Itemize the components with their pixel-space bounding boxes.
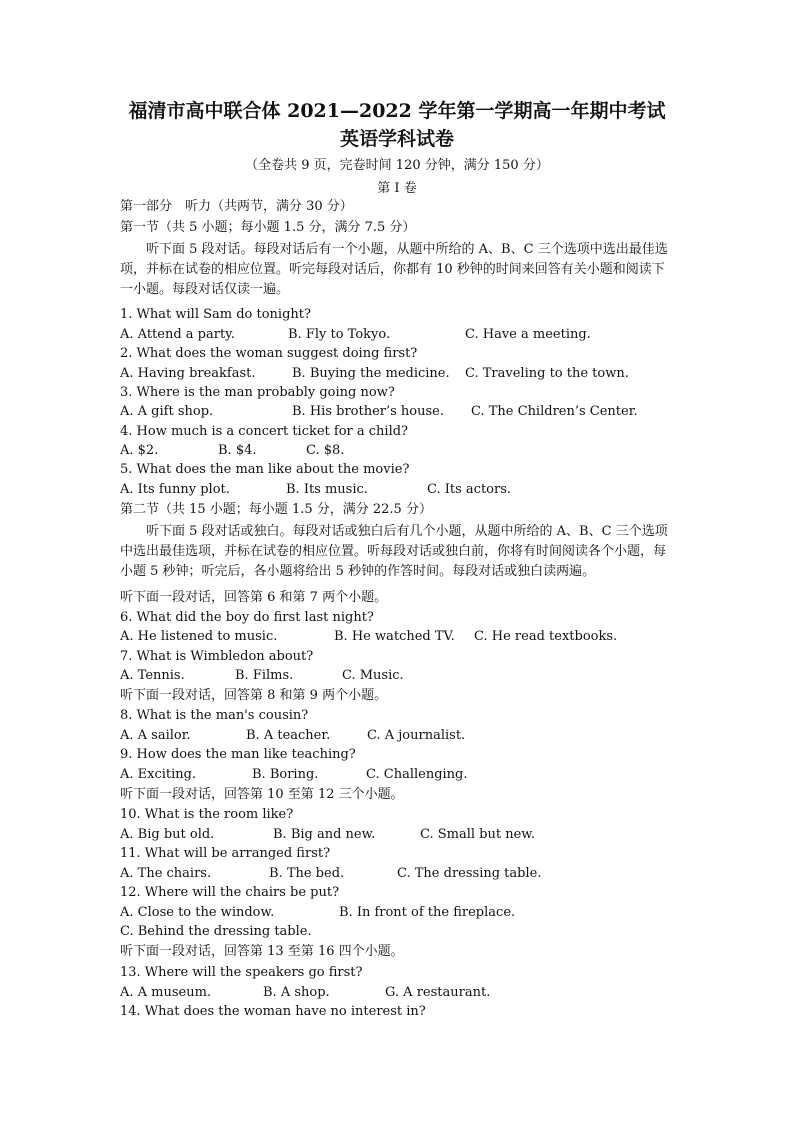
question-5: 5. What does the man like about the movie? <box>120 462 410 477</box>
q7-option-c: C. Music. <box>342 668 404 683</box>
lead-10-12: 听下面一段对话，回答第 10 至第 12 三个小题。 <box>120 787 404 802</box>
q13-option-a: A. A museum. <box>120 985 212 1000</box>
lead-13-16: 听下面一段对话，回答第 13 至第 16 四个小题。 <box>120 944 404 959</box>
question-10: 10. What is the room like? <box>120 807 294 822</box>
question-4: 4. How much is a concert ticket for a child? <box>120 424 409 439</box>
q3-option-c: C. The Children’s Center. <box>471 404 638 419</box>
q8-option-b: B. A teacher. <box>246 728 331 743</box>
q3-option-b: B. His brother’s house. <box>292 404 444 419</box>
question-14: 14. What does the woman have no interest in? <box>120 1004 426 1019</box>
question-11: 11. What will be arranged first? <box>120 846 331 861</box>
part-heading: 第一部分 听力（共两节，满分 30 分） <box>120 199 353 214</box>
q2-option-c: C. Traveling to the town. <box>465 366 629 381</box>
section1-instructions <box>120 240 676 300</box>
q8-option-a: A. A sailor. <box>120 728 191 743</box>
q5-option-c: C. Its actors. <box>427 482 512 497</box>
q5-option-b: B. Its music. <box>286 482 368 497</box>
lead-6-7: 听下面一段对话，回答第 6 和第 7 两个小题。 <box>120 590 388 605</box>
question-3: 3. Where is the man probably going now? <box>120 385 395 400</box>
section1-heading: 第一节（共 5 小题；每小题 1.5 分，满分 7.5 分） <box>120 220 416 235</box>
question-12: 12. Where will the chairs be put? <box>120 885 340 900</box>
q12-option-a: A. Close to the window. <box>120 905 275 920</box>
q13-option-b: B. A shop. <box>263 985 330 1000</box>
section1-instructions-text: 听下面 5 段对话。每段对话后有一个小题，从题中所给的 A、B、C 三个选项中选出最佳选项，并标在试卷的相应位置。听完每段对话后，你都有 10 秒钟的时间来回答有关小题和阅读下一小题。每段对话仅读一遍。 <box>120 242 668 297</box>
q3-option-a: A. A gift shop. <box>120 404 214 419</box>
lead-8-9: 听下面一段对话，回答第 8 和第 9 两个小题。 <box>120 688 388 703</box>
q5-option-a: A. Its funny plot. <box>120 482 230 497</box>
q8-option-c: C. A journalist. <box>367 728 466 743</box>
q9-option-c: C. Challenging. <box>366 767 468 782</box>
section2-instructions-text: 听下面 5 段对话或独白。每段对话或独白后有几个小题，从题中所给的 A、B、C 三个选项中选出最佳选项，并标在试卷的相应位置。听每段对话或独白前，你将有时间阅读各个小题，每小题 5 秒钟；听完后，各小题将给出 5 秒钟的作答时间。每段对话或独白读两遍。 <box>120 524 668 579</box>
question-6: 6. What did the boy do first last night? <box>120 610 374 625</box>
question-7: 7. What is Wimbledon about? <box>120 649 314 664</box>
q11-option-b: B. The bed. <box>269 866 345 881</box>
q2-option-a: A. Having breakfast. <box>120 366 256 381</box>
exam-info: （全卷共 9 页，完卷时间 120 分钟，满分 150 分） <box>245 158 549 173</box>
q9-option-a: A. Exciting. <box>120 767 197 782</box>
q13-option-c: G. A restaurant. <box>385 985 491 1000</box>
q7-option-a: A. Tennis. <box>120 668 185 683</box>
q10-option-c: C. Small but new. <box>420 827 536 842</box>
volume-label: 第 I 卷 <box>377 181 417 196</box>
q1-option-c: C. Have a meeting. <box>465 327 591 342</box>
question-8: 8. What is the man's cousin? <box>120 708 309 723</box>
q12-option-c: C. Behind the dressing table. <box>120 924 312 939</box>
q12-option-b: B. In front of the fireplace. <box>339 905 516 920</box>
q1-option-b: B. Fly to Tokyo. <box>288 327 391 342</box>
q10-option-a: A. Big but old. <box>120 827 215 842</box>
exam-subject-title: 英语学科试卷 <box>339 128 454 150</box>
question-13: 13. Where will the speakers go first? <box>120 965 363 980</box>
q6-option-b: B. He watched TV. <box>334 629 455 644</box>
q10-option-b: B. Big and new. <box>273 827 376 842</box>
section2-heading: 第二节（共 15 小题；每小题 1.5 分，满分 22.5 分） <box>120 502 432 517</box>
q7-option-b: B. Films. <box>235 668 294 683</box>
q4-option-a: A. $2. <box>120 443 159 458</box>
q4-option-c: C. $8. <box>306 443 345 458</box>
section2-instructions <box>120 522 676 582</box>
question-2: 2. What does the woman suggest doing first? <box>120 346 418 361</box>
question-1: 1. What will Sam do tonight? <box>120 307 311 322</box>
q11-option-a: A. The chairs. <box>120 866 212 881</box>
q4-option-b: B. $4. <box>218 443 257 458</box>
q2-option-b: B. Buying the medicine. <box>292 366 450 381</box>
exam-title: 福清市高中联合体 2021—2022 学年第一学期高一年期中考试 <box>128 100 666 122</box>
q9-option-b: B. Boring. <box>252 767 319 782</box>
q1-option-a: A. Attend a party. <box>120 327 235 342</box>
q6-option-c: C. He read textbooks. <box>474 629 618 644</box>
q11-option-c: C. The dressing table. <box>397 866 542 881</box>
q6-option-a: A. He listened to music. <box>120 629 278 644</box>
question-9: 9. How does the man like teaching? <box>120 747 356 762</box>
